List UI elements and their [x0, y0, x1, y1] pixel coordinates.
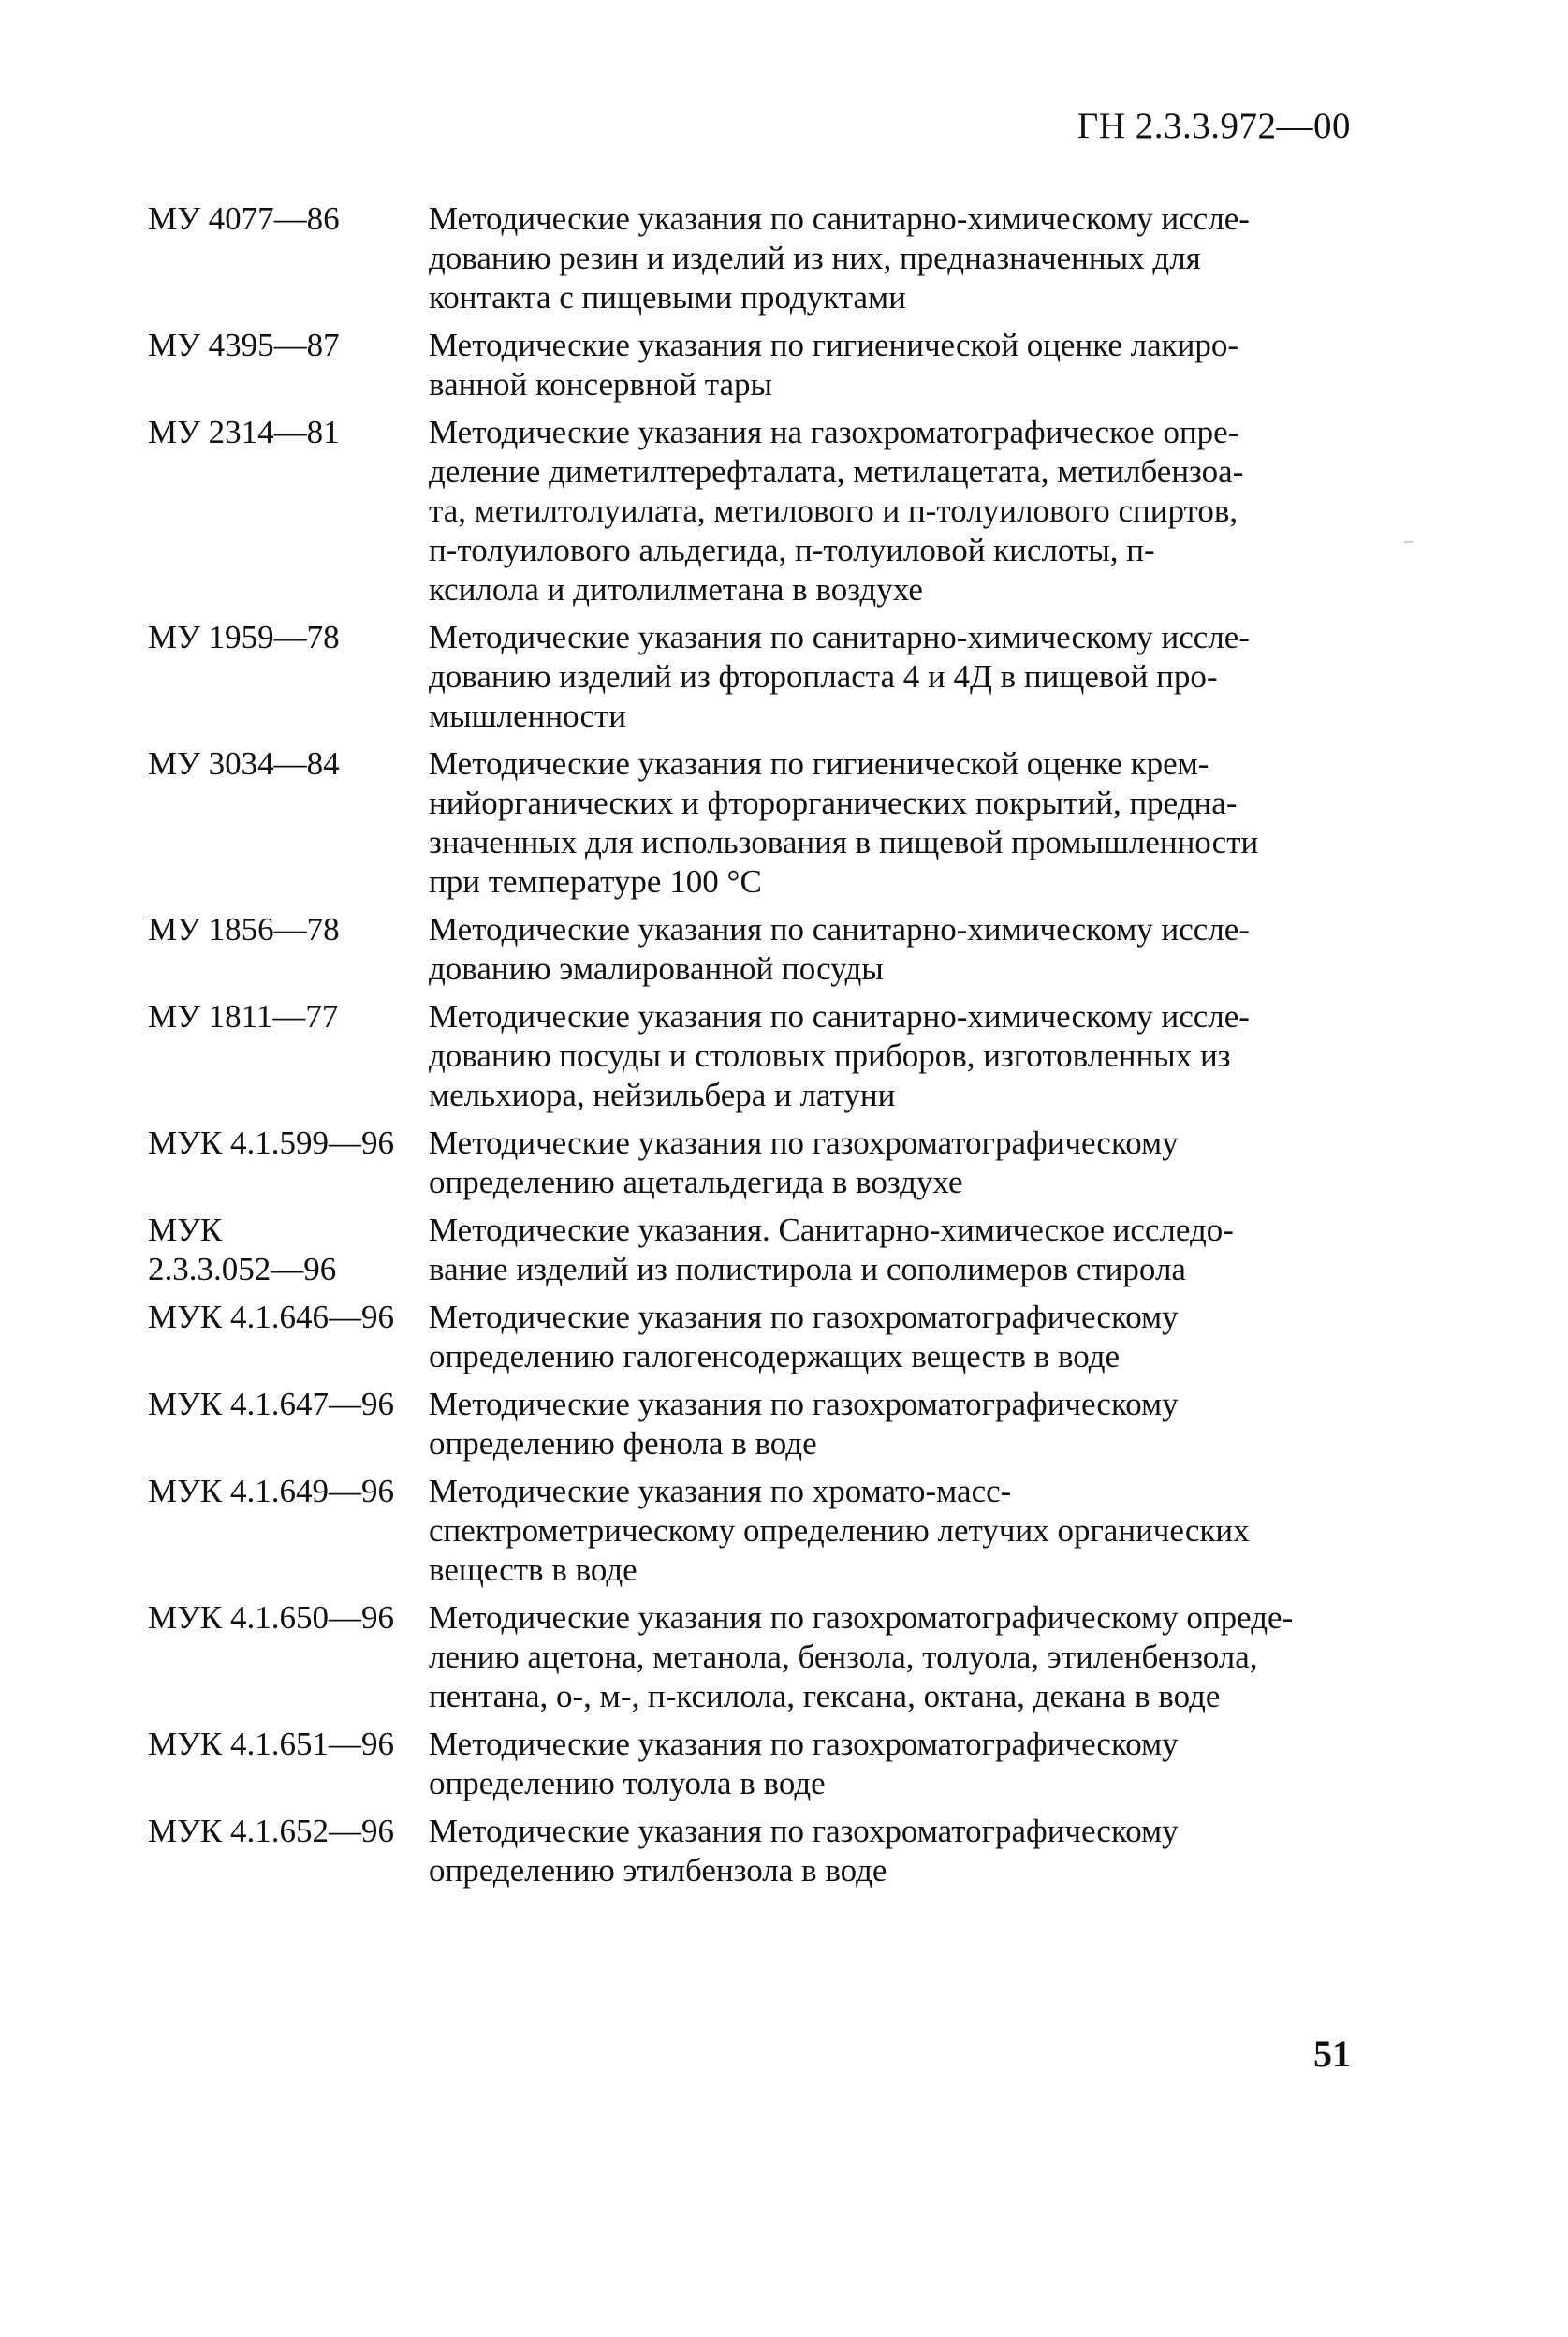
entry-description: Методические указания по санитарно-химическому иссле- дованию посуды и столовых приборов, изготовленных из мельхиора, нейзильбера и латуни	[429, 998, 1250, 1113]
entry-code: МУК 4.1.599—96	[148, 1124, 394, 1161]
entry-description: Методические указания по газохроматографическому определению ацетальдегида в воздухе	[429, 1124, 1179, 1200]
list-item	[148, 910, 1323, 989]
list-item	[148, 199, 1323, 317]
entry-code: МУ 2314—81	[148, 414, 340, 450]
entry-code: МУ 3034—84	[148, 745, 340, 782]
entry-description: Методические указания по санитарно-химическому иссле- дованию эмалированной посуды	[429, 911, 1250, 987]
document-code-header: ГН 2.3.3.972—00	[1077, 106, 1351, 146]
entry-code: МУ 4395—87	[148, 327, 340, 363]
entry-code: МУ 1811—77	[148, 998, 339, 1035]
list-item	[148, 1725, 1323, 1803]
list-item	[148, 413, 1323, 610]
entry-description: Методические указания по газохроматографическому определению галогенсодержащих веществ в воде	[429, 1299, 1179, 1374]
entry-code: МУ 1959—78	[148, 619, 340, 655]
entry-description: Методические указания по хромато-масс- спектрометрическому определению летучих органических веществ в воде	[429, 1473, 1250, 1588]
entry-description: Методические указания по газохроматографическому определению толуола в воде	[429, 1726, 1179, 1801]
entry-description: Методические указания по гигиенической оценке лакиро- ванной консервной тары	[429, 327, 1239, 403]
entry-code: МУК 4.1.646—96	[148, 1299, 394, 1335]
entry-code: МУК 4.1.649—96	[148, 1473, 394, 1509]
entry-description: Методические указания на газохроматографическое опре- деление диметилтерефталата, метилацетата, метилбензоа- та, метилтолуилата, метилового и п-толуилового спиртов, п-толуилового альдегида, п-толуиловой кислоты, п- ксилола и дитолилметана в воздухе	[429, 414, 1244, 608]
entry-code: МУК 4.1.652—96	[148, 1813, 394, 1849]
list-item	[148, 1598, 1323, 1716]
entry-code: МУК 4.1.647—96	[148, 1386, 394, 1422]
list-item	[148, 744, 1323, 902]
entry-description: Методические указания по санитарно-химическому иссле- дованию изделий из фторопласта 4 и 4Д в пищевой про- мышленности	[429, 619, 1250, 734]
list-item	[148, 997, 1323, 1115]
list-item	[148, 1385, 1323, 1463]
list-item	[148, 618, 1323, 736]
list-item	[148, 1211, 1323, 1289]
margin-mark	[1404, 541, 1414, 543]
list-item	[148, 1298, 1323, 1376]
list-item	[148, 1812, 1323, 1890]
entry-description: Методические указания по гигиенической оценке крем- нийорганических и фторорганических покрытий, предна- значенных для использования в пищевой промышленности при температуре 100 °С	[429, 745, 1259, 900]
entry-code: МУК 4.1.650—96	[148, 1599, 394, 1636]
entry-description: Методические указания. Санитарно-химическое исследо- вание изделий из полистирола и сополимеров стирола	[429, 1212, 1234, 1287]
normative-documents-list	[148, 199, 1323, 1899]
entry-description: Методические указания по газохроматографическому определению фенола в воде	[429, 1386, 1179, 1462]
list-item	[148, 326, 1323, 404]
entry-description: Методические указания по газохроматографическому определению этилбензола в воде	[429, 1813, 1179, 1889]
page-number: 51	[1313, 2033, 1351, 2075]
entry-description: Методические указания по газохроматографическому опреде- лению ацетона, метанола, бензола, толуола, этиленбензола, пентана, о-, м-, п-ксилола, гексана, октана, декана в воде	[429, 1599, 1294, 1714]
list-item	[148, 1124, 1323, 1202]
entry-code: МУК 2.3.3.052—96	[148, 1212, 337, 1287]
entry-code: МУК 4.1.651—96	[148, 1726, 394, 1762]
entry-description: Методические указания по санитарно-химическому иссле- дованию резин и изделий из них, предназначенных для контакта с пищевыми продуктами	[429, 200, 1250, 316]
entry-code: МУ 4077—86	[148, 200, 340, 237]
entry-code: МУ 1856—78	[148, 911, 340, 948]
list-item	[148, 1472, 1323, 1590]
